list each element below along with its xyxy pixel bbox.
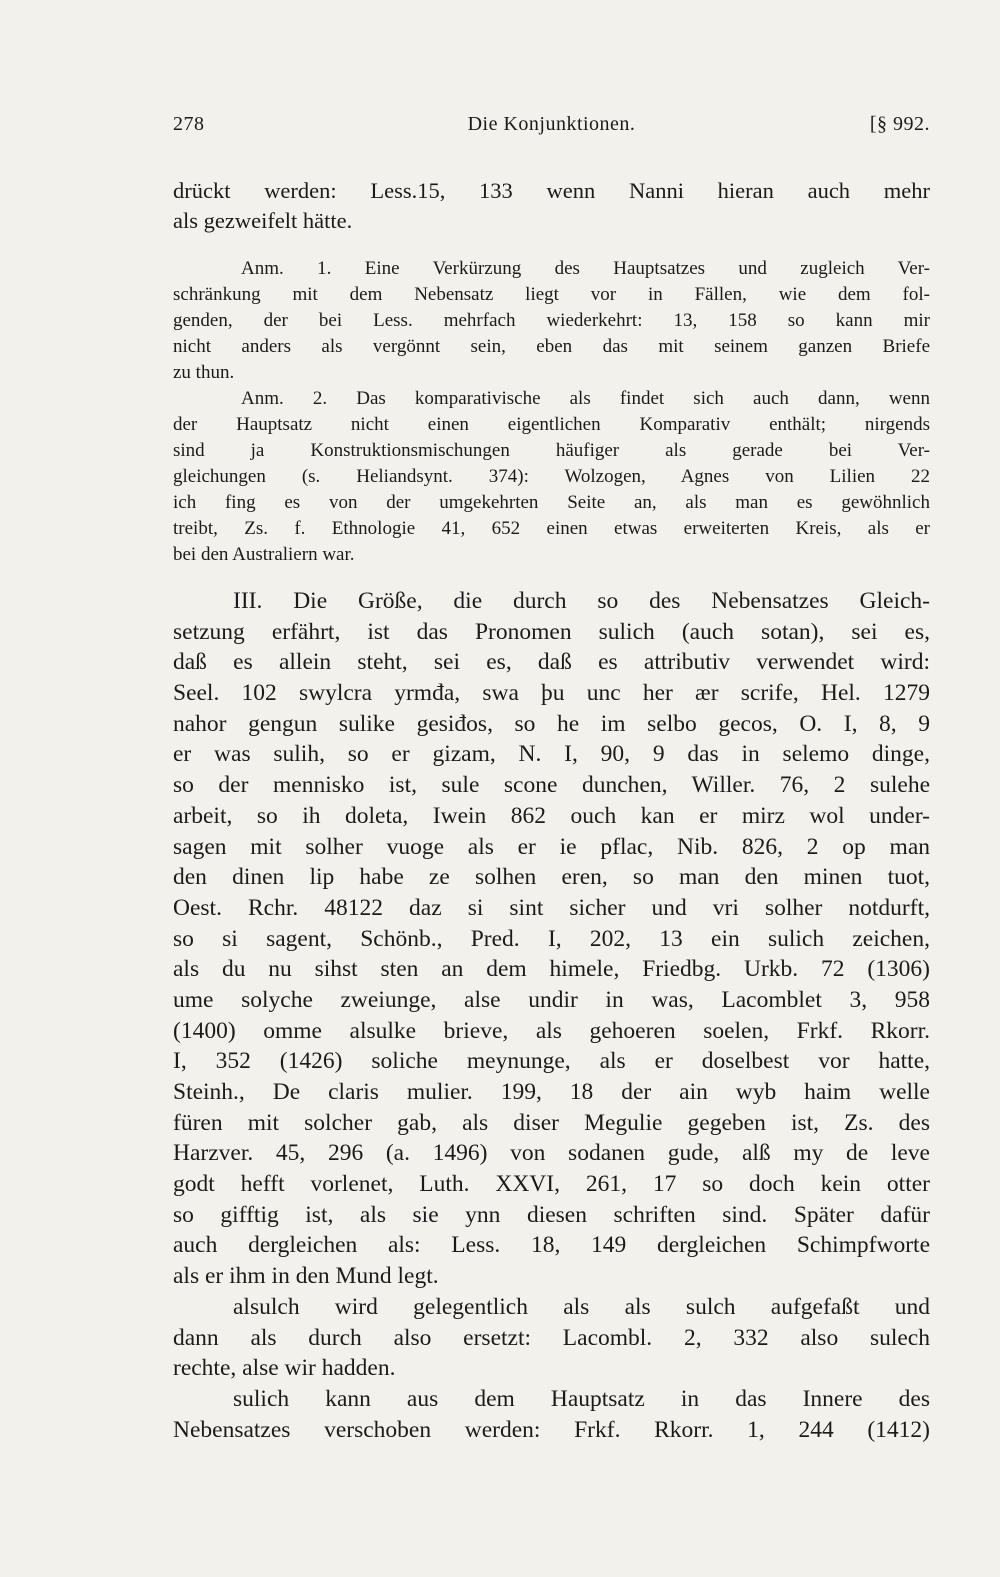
paragraph-alsulch [173, 1292, 930, 1384]
text-line: Anm. 2. Das komparativische als findet sich auch dann, wenn [241, 388, 930, 409]
page-body [173, 176, 930, 1445]
text-line: genden, der bei Less. mehrfach wiederkehrt: 13, 158 so kann mir [173, 310, 930, 331]
text-line: dann als durch also ersetzt: Lacombl. 2, 332 also sulech [173, 1324, 930, 1351]
text-line: daß es allein steht, sei es, daß es attributiv verwendet wird: [173, 649, 930, 676]
text-line: Anm. 1. Eine Verkürzung des Hauptsatzes und zugleich Ver- [241, 258, 930, 279]
text-line: zu thun. [173, 362, 235, 383]
text-line: alsulch wird gelegentlich als als sulch aufgefaßt und [233, 1293, 930, 1320]
text-line: sulich kann aus dem Hauptsatz in das Innere des [233, 1385, 930, 1412]
note-anm-2 [173, 386, 930, 568]
paragraph-sulich [173, 1384, 930, 1445]
text-line: so si sagent, Schönb., Pred. I, 202, 13 ein sulich zeichen, [173, 925, 930, 952]
section-marker: [§ 992. [869, 113, 930, 135]
text-line: auch dergleichen als: Less. 18, 149 dergleichen Schimpfworte [173, 1232, 930, 1259]
text-line: bei den Australiern war. [173, 544, 355, 565]
text-line: Harzver. 45, 296 (a. 1496) von sodanen gude, alß my de leve [173, 1140, 930, 1167]
page-number: 278 [173, 113, 205, 135]
text-line: so gifftig ist, als sie ynn diesen schriften sind. Später dafür [173, 1201, 930, 1228]
text-line: nahor gengun sulike gesiđos, so he im selbo gecos, O. I, 8, 9 [173, 710, 930, 737]
text-line: schränkung mit dem Nebensatz liegt vor in Fällen, wie dem fol- [173, 284, 930, 305]
text-line: füren mit solcher gab, als diser Megulie gegeben ist, Zs. des [173, 1109, 930, 1136]
text-line: drückt werden: Less.15, 133 wenn Nanni hieran auch mehr [173, 178, 930, 203]
text-line: III. Die Größe, die durch so des Nebensatzes Gleich- [233, 588, 930, 614]
text-line: er was sulih, so er gizam, N. I, 90, 9 das in selemo dinge, [173, 741, 930, 768]
text-line: treibt, Zs. f. Ethnologie 41, 652 einen etwas erweiterten Kreis, als er [173, 518, 930, 539]
text-line: gleichungen (s. Heliandsynt. 374): Wolzogen, Agnes von Lilien 22 [173, 466, 930, 487]
text-line: als gezweifelt hätte. [173, 208, 353, 233]
text-line: setzung erfährt, ist das Pronomen sulich (auch sotan), sei es, [173, 618, 930, 645]
text-line: ich fing es von der umgekehrten Seite an, als man es gewöhnlich [173, 492, 930, 513]
text-line: godt hefft vorlenet, Luth. XXVI, 261, 17 so doch kein otter [173, 1171, 930, 1198]
text-line: nicht anders als vergönnt sein, eben das mit seinem ganzen Briefe [173, 336, 930, 357]
running-title: Die Konjunktionen. [467, 113, 636, 135]
text-line: I, 352 (1426) soliche meynunge, als er doselbest vor hatte, [173, 1048, 930, 1075]
text-line: als er ihm in den Mund legt. [173, 1263, 439, 1290]
note-anm-1 [173, 256, 930, 386]
text-line: der Hauptsatz nicht einen eigentlichen Komparativ enthält; nirgends [173, 414, 930, 435]
text-line: sagen mit solher vuoge als er ie pflac, Nib. 826, 2 op man [173, 833, 930, 860]
text-line: arbeit, so ih doleta, Iwein 862 ouch kan er mirz wol under- [173, 802, 930, 829]
text-line: Nebensatzes verschoben werden: Frkf. Rkorr. 1, 244 (1412) [173, 1416, 930, 1443]
text-line: Steinh., De claris mulier. 199, 18 der ain wyb haim welle [173, 1079, 930, 1105]
text-line: sind ja Konstruktionsmischungen häufiger als gerade bei Ver- [173, 440, 930, 461]
text-line: den dinen lip habe ze solhen eren, so man den minen tuot, [173, 864, 930, 891]
paragraph-main [173, 586, 930, 1292]
text-line: ume solyche zweiunge, alse undir in was, Lacomblet 3, 958 [173, 986, 930, 1013]
running-header [173, 113, 930, 143]
text-line: Seel. 102 swylcra yrmđa, swa þu unc her ær scrife, Hel. 1279 [173, 680, 930, 707]
paragraph-top [173, 176, 930, 236]
text-line: (1400) omme alsulke brieve, als gehoeren soelen, Frkf. Rkorr. [173, 1017, 930, 1044]
text-line: als du nu sihst sten an dem himele, Friedbg. Urkb. 72 (1306) [173, 956, 930, 983]
text-line: so der mennisko ist, sule scone dunchen, Willer. 76, 2 sulehe [173, 772, 930, 799]
text-line: Oest. Rchr. 48122 daz si sint sicher und vri solher notdurft, [173, 894, 930, 921]
text-line: rechte, alse wir hadden. [173, 1355, 396, 1382]
